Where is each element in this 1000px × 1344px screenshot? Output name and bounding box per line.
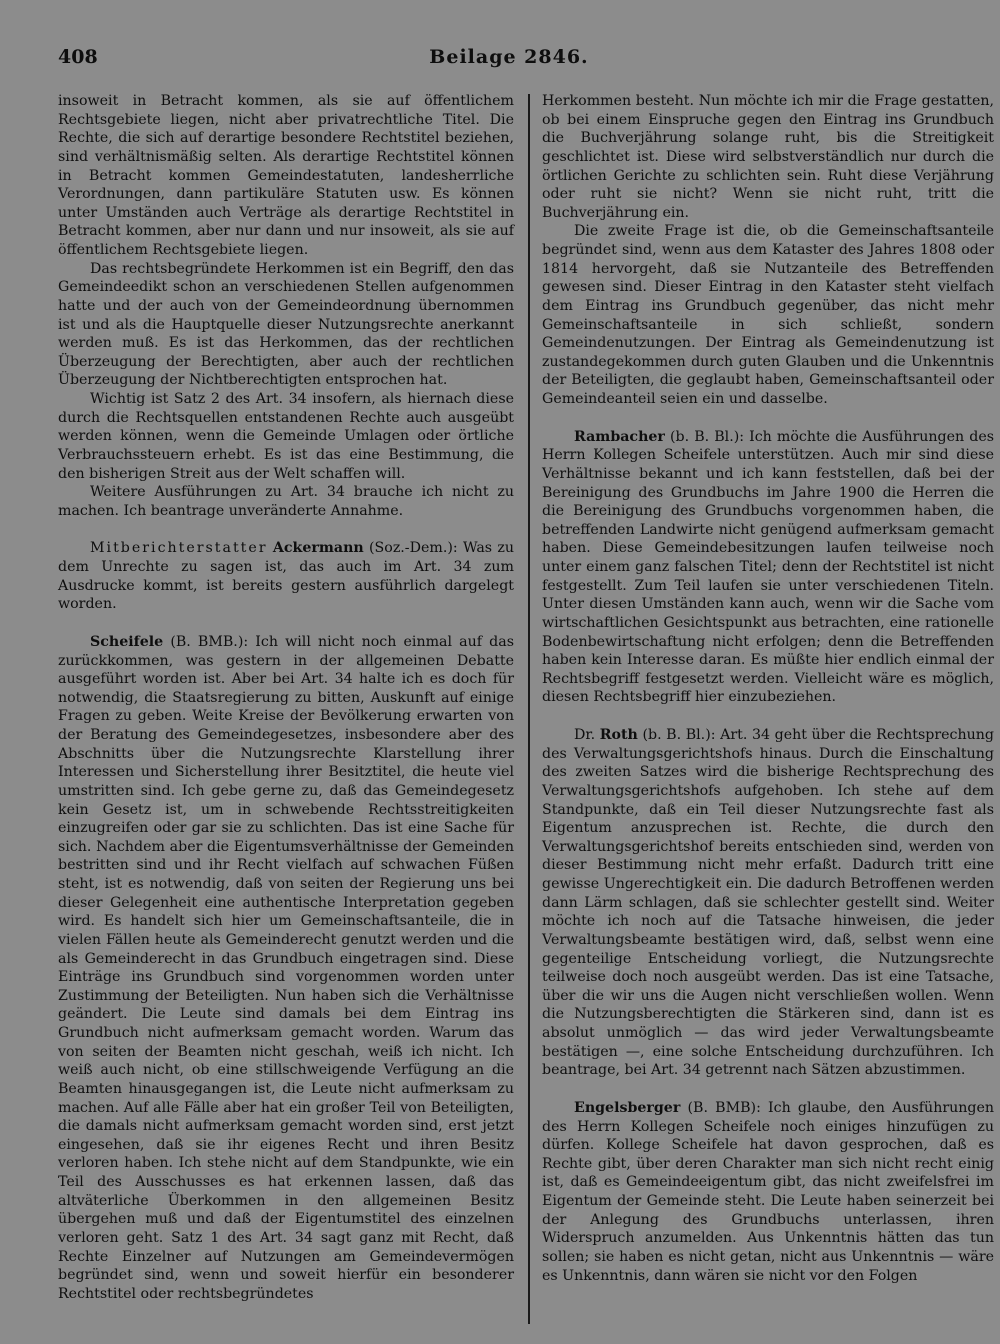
speech-text: (B. BMB.): Ich will nicht noch einmal auf das zurückkommen, was gestern in der allgemeinen Debatte ausgeführt worden ist. Aber bei Art. 34 halte ich es doch für notwendig, die Staatsregierung zu bitten, Auskunft auf einige Fragen zu geben. Weite Kreise der Bevölkerung erwarten von der Beratung des Gemeindegesetzes, insbesondere aber des Abschnitts über die Nutzungsrechte Klarstellung ihrer Interessen und Sicherstellung ihrer Besitztitel, die heute viel umstritten sind. Ich gebe gerne zu, daß das Gemeindegesetz kein Gesetz ist, um in schwebende Rechtsstreitigkeiten einzugreifen oder gar sie zu schlichten. Das ist eine Sache für sich. Nachdem aber die Eigentumsverhältnisse der Gemeinden bestritten sind und ihr Recht vielfach auf schwachen Füßen steht, ist es notwendig, daß von seiten der Regierung uns bei dieser Gelegenheit eine authentische Interpretation gegeben wird. Es handelt sich hier um Gemeinschaftsanteile, die in vielen Fällen heute als Gemeinderecht genutzt werden und die als Gemeinderecht in das Grundbuch eingetragen sind. Diese Einträge ins Grundbuch sind vorgenommen worden unter Zustimmung der Beteiligten. Nun haben sich die Verhältnisse geändert. Die Leute sind damals bei dem Eintrag ins Grundbuch nicht aufmerksam gemacht worden. Warum das von seiten der Beamten nicht geschah, weiß ich nicht. Ich weiß auch nicht, ob eine stillschweigende Verfügung an die Beamten hinausgegangen ist, die Leute nicht aufmerksam zu machen. Auf alle Fälle aber hat ein großer Teil von Beteiligten, die damals nicht aufmerksam gemacht worden sind, erst jetzt eingesehen, daß sie ihr eigenes Recht und ihren Besitz verloren haben. Ich stehe nicht auf dem Standpunkte, wie ein Teil des Ausschusses es hat erkennen lassen, daß das altväterliche Überkommen in den allgemeinen Besitz übergehen muß und daß der Eigentumstitel des einzelnen verloren geht. Satz 1 des Art. 34 sagt ganz mit Recht, daß Rechte Einzelner auf Nutzungen am Gemeindevermögen begründet sind, wenn und soweit hierfür ein besonderer Rechtstitel oder rechtsbegründetes bbox=[58, 633, 514, 1302]
speaker-title: Dr. bbox=[574, 727, 596, 743]
speech-ackermann bbox=[58, 539, 514, 614]
speech-scheifele bbox=[58, 633, 514, 1304]
speech-text: (b. B. Bl.): Art. 34 geht über die Rechtsprechung des Verwaltungsgerichtshofs hinaus. Durch die Einschaltung des zweiten Satzes wird die bisherige Rechtsprechung des Verwaltungsgerichtshofs aufgehoben. Ich stehe auf dem Standpunkte, daß ein Teil dieser Nutzungsrechte fast als Eigentum anzusprechen ist. Rechte, die durch den Verwaltungsgerichtshof bereits entschieden sind, werden von dieser Bestimmung nicht mehr erfaßt. Dadurch tritt eine gewisse Ungerechtigkeit ein. Die dadurch Betroffenen werden dann Lärm schlagen, daß sie schlechter gestellt sind. Weiter möchte ich noch auf die Tatsache hinweisen, die jeder Verwaltungsbeamte bestätigen wird, daß, selbst wenn eine gegenteilige Entscheidung vorliegt, die Nutzungsrechte teilweise doch noch ausgeübt werden. Das ist eine Tatsache, über die wir uns die Augen nicht verschließen wollen. Wenn die Nutzungsberechtigten die Stärkeren sind, dann ist es absolut unmöglich — das wird jeder Verwaltungsbeamte bestätigen —, eine solche Entscheidung durchzuführen. Ich beantrage, bei Art. 34 getrennt nach Sätzen abzustimmen. bbox=[542, 727, 994, 1079]
paragraph: Die zweite Frage ist die, ob die Gemeinschaftsanteile begründet sind, wenn aus dem Kataster des Jahres 1808 oder 1814 hervorgeht, daß sie Nutzanteile des Betreffenden gewesen sind. Dieser Eintrag in den Kataster steht vielfach dem Eintrag ins Grundbuch gegenüber, das nicht mehr Gemeinschaftsanteile in sich schließt, sondern Gemeindenutzungen. Der Eintrag als Gemeindenutzung ist zustandegekommen durch guten Glauben und die Unkenntnis der Beteiligten, die geglaubt haben, Gemeinschaftsanteil oder Gemeindeanteil seien ein und dasselbe. bbox=[542, 223, 994, 407]
paragraph: Herkommen besteht. Nun möchte ich mir die Frage gestatten, ob bei einem Einspruche gegen den Eintrag ins Grundbuch die Buchverjährung solange ruht, bis die Streitigkeit geschlichtet ist. Diese wird selbstverständlich nur durch die örtlichen Gerichte zu schlichten sein. Ruht diese Verjährung oder ruht sie nicht? Wenn sie nicht ruht, tritt die Buchverjährung ein. bbox=[542, 93, 994, 221]
speech-roth bbox=[542, 726, 994, 1080]
paragraph: Wichtig ist Satz 2 des Art. 34 insofern, als hiernach diese durch die Rechtsquellen entstandenen Rechte auch ausgeübt werden können, wenn die Gemeinde Umlagen oder örtliche Verbrauchssteuern erhebt. Es ist das eine Bestimmung, die den bisherigen Streit aus der Welt schaffen will. bbox=[58, 391, 514, 482]
paragraph: Weitere Ausführungen zu Art. 34 brauche ich nicht zu machen. Ich beantrage unveränderte Annahme. bbox=[58, 484, 514, 519]
paragraph: insoweit in Betracht kommen, als sie auf öffentlichem Rechtsgebiete liegen, nicht aber privatrechtliche Titel. Die Rechte, die sich auf derartige besondere Rechtstitel beziehen, sind verhältnismäßig selten. Als derartige Rechtstitel können in Betracht kommen Gemeindestatuten, landesherrliche Verordnungen, dann partikuläre Statuten usw. Es können unter Umständen auch Verträge als derartige Rechtstitel in Betracht kommen, aber nur dann und nur insoweit, als sie auf öffentlichem Rechtsgebiete liegen. bbox=[58, 93, 514, 258]
page-header bbox=[58, 46, 960, 76]
speaker-role: Mitberichterstatter bbox=[90, 540, 268, 557]
column-divider bbox=[528, 94, 530, 1324]
right-column bbox=[542, 92, 994, 1285]
speech-text: (Soz.-Dem.): Was zu dem Unrechte zu sagen ist, das auch im Art. 34 zum Ausdrucke kommt, ist bereits gestern ausführlich dargelegt worden. bbox=[58, 540, 514, 613]
speech-text: (b. B. Bl.): Ich möchte die Ausführungen des Herrn Kollegen Scheifele unterstützen. Auch mir sind diese Verhältnisse bekannt und ich kann feststellen, daß bei der Bereinigung des Grundbuchs im Jahre 1900 die Herren die die Bereinigung des Grundbuchs vorgenommen haben, die betreffenden Landwirte nicht genügend aufmerksam gemacht haben. Diese Gemeindebesitzungen laufen teilweise noch unter einem ganz falschen Titel; denn der Rechtstitel ist nicht festgestellt. Zum Teil laufen sie unter verschiedenen Titeln. Unter diesen Umständen kann auch, wenn wir die Sache vom wirtschaftlichen Gesichtspunkt aus betrachten, eine rationelle Bodenbewirtschaftung nicht erfolgen; denn die Betreffenden haben kein Interesse daran. Es müßte hier endlich einmal der Rechtsbegriff festgesetzt werden. Vielleicht wäre es möglich, diesen Rechtsbegriff hier einzubeziehen. bbox=[542, 428, 994, 706]
left-column bbox=[58, 92, 514, 1303]
speaker-name: Engelsberger bbox=[574, 1099, 681, 1116]
speech-text: (B. BMB): Ich glaube, den Ausführungen des Herrn Kollegen Scheifele noch einiges hinzufügen zu dürfen. Kollege Scheifele hat davon gesprochen, daß es Rechte gibt, über deren Charakter man sich nicht recht einig ist, daß es Gemeindeeigentum gibt, das nicht zweifelsfrei im Eigentum der Gemeinde steht. Die Leute haben seinerzeit bei der Anlegung des Grundbuchs unterlassen, ihren Widerspruch anzumelden. Aus Unkenntnis hätten das tun sollen; sie haben es nicht getan, nicht aus Unkenntnis — wäre es Unkenntnis, dann wären sie nicht vor den Folgen bbox=[542, 1099, 994, 1284]
speech-engelsberger bbox=[542, 1099, 994, 1285]
speech-rambacher bbox=[542, 428, 994, 707]
speaker-name: Ackermann bbox=[272, 540, 364, 557]
speaker-name: Scheifele bbox=[90, 633, 164, 650]
speaker-name: Roth bbox=[599, 727, 638, 743]
speaker-name: Rambacher bbox=[574, 428, 665, 445]
paragraph: Das rechtsbegründete Herkommen ist ein Begriff, den das Gemeindeedikt schon an verschiedenen Stellen aufgenommen hatte und der auch von der Gemeindeordnung übernommen ist und als die Hauptquelle dieser Nutzungsrechte anerkannt werden muß. Es ist das Herkommen, das der rechtlichen Überzeugung der Berechtigten, aber auch der rechtlichen Überzeugung der Nichtberechtigten entsprochen hat. bbox=[58, 260, 514, 389]
page-number: 408 bbox=[58, 46, 98, 68]
running-title: Beilage 2846. bbox=[429, 46, 589, 68]
